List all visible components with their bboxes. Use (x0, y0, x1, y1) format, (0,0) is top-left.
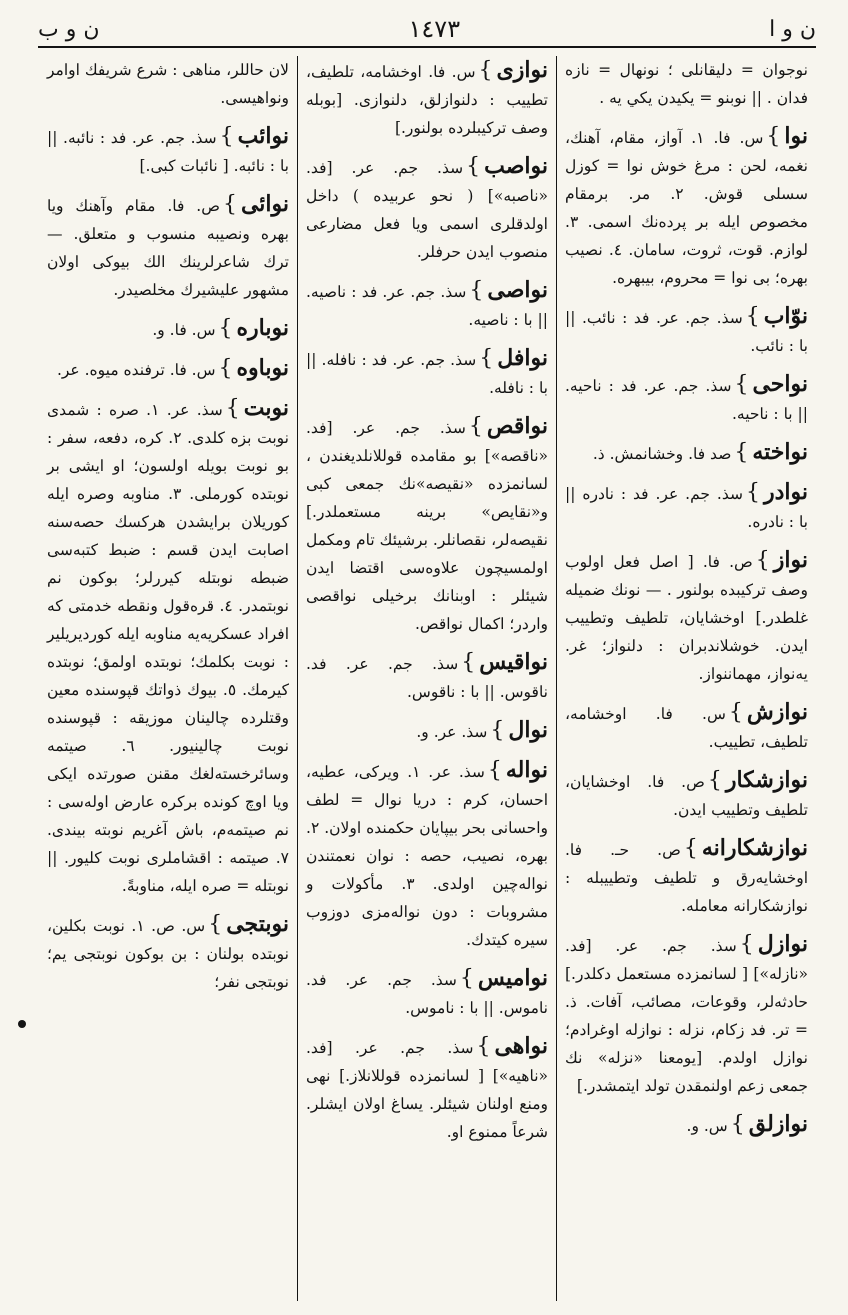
entry-brace: } (490, 718, 505, 743)
entry-headword: نوبتجى (226, 911, 289, 937)
entry-headword: نواهى (494, 1033, 548, 1059)
entry-brace: } (222, 192, 237, 217)
entry-definition: سذ. جم. عر. [فد. «ناقصه»] بو مقامده قوللانلديغندن ، لسانمزده «نقيصه»نك جمعى كبى و«نقايص» برينه مستعملدر.] نقيصه‌لر، نقصانلر. برشيئك تام ومكمل اولمسيچون علاوه‌سى اقتضا ايدن شيئلر : اوبنانك برخيلى نواقصى واردر؛ اكمال نواقص. (306, 419, 548, 633)
dictionary-entry (565, 546, 808, 688)
dictionary-entry (47, 122, 289, 180)
entry-definition: سذ. جم. عر. فد : ناصيه. || با : ناصيه. (306, 283, 548, 329)
dictionary-entry (565, 834, 808, 920)
entry-definition: سذ. جم. عر. فد : نادره || با : نادره. (565, 485, 808, 531)
entry-headword: نواقيس (479, 649, 548, 675)
entry-headword: نوائب (237, 123, 289, 149)
entry-definition: س. فا. اوخشامه، تلطيف، تطييب. (565, 705, 808, 751)
dictionary-entry (306, 412, 548, 638)
entry-headword: نوباوه (236, 355, 289, 381)
dictionary-entry (565, 1110, 808, 1140)
entry-brace: } (225, 396, 240, 421)
entry-brace: } (219, 124, 234, 149)
entry-headword: نواميس (477, 965, 548, 991)
dictionary-entry (565, 478, 808, 536)
entry-headword: نوّاب (763, 303, 808, 329)
dictionary-entry (47, 354, 289, 384)
margin-dot (18, 1020, 26, 1028)
entry-brace: } (478, 58, 493, 83)
entry-brace: } (728, 700, 743, 725)
dictionary-entry (565, 698, 808, 756)
dictionary-entry (306, 344, 548, 402)
entry-definition: سذ. جم. عر. فد. ناموس. || با : ناموس. (306, 971, 548, 1017)
entry-headword: نواقص (486, 413, 548, 439)
entry-brace: } (218, 316, 233, 341)
column-middle (298, 56, 557, 1301)
entry-definition: ص. فا. اوخشايان، تلطيف وتطييب ايدن. (565, 773, 808, 819)
entry-definition: سذ. عر. ١. ويركى، عطيه، احسان، كرم : دريا نوال = لطف واحسانى بحر بيپايان حكمنده اولان. ٢. بهره، نصيب، حصه : نوان نعمتندن نواله‌چين اولدى. ٣. مأكولات و مشروبات : دون نواله‌مزى دوزوب سيره كيتدك. (306, 763, 548, 949)
dictionary-entry (565, 438, 808, 468)
entry-headword: نواصب (484, 153, 548, 179)
dictionary-entry (565, 302, 808, 360)
column-left (39, 56, 298, 1301)
entry-brace: } (461, 650, 476, 675)
entry-brace: } (745, 304, 760, 329)
entry-brace: } (466, 154, 481, 179)
entry-definition: س. فا. و. (152, 321, 216, 339)
entry-brace: } (208, 912, 223, 937)
dictionary-entry (306, 152, 548, 266)
entry-definition: لان حاللر، مناهى : شرع شريفك اوامر ونواهيسى. (46, 61, 289, 107)
entry-headword: نوائى (240, 191, 289, 217)
entry-brace: } (766, 124, 781, 149)
dictionary-entry (47, 190, 289, 304)
dictionary-entry (47, 394, 289, 900)
entry-headword: نوازل (757, 931, 808, 957)
entry-definition: س. و. (686, 1117, 728, 1135)
column-right (557, 56, 816, 1301)
entry-headword: نوازى (496, 57, 548, 83)
entry-definition: سذ. جم. عر. فد : ناحيه. || با : ناحيه. (565, 377, 808, 423)
entry-definition: سذ. جم. عر. فد : نائب. || با : نائب. (565, 309, 808, 355)
entry-definition: س. فا. ١. آواز، مقام، آهنك، نغمه، لحن : مرغ خوش نوا = كوزل سسلى قوش. ٢. مر. برمقام مخصوص ايله بر پرده‌نك اسمى. ٣. لوازم. قوت، ثروت، سامان. ٤. نصيب بهره؛ بى نوا = محروم، بيبهره. (565, 129, 808, 287)
page-number: ١٤٧٣ (408, 15, 461, 43)
columns (38, 56, 816, 1301)
entry-definition: س. ص. ١. نوبت بكلين، نوبتده بولنان : بن بوكون نوبتجى يم؛ نوبتجى نفر؛ (47, 917, 289, 991)
entry-definition: ص. فا. [ اصل فعل اولوب وصف تركيبده بولنور . — نونك ضميله غلطدر.] اوخشايان، تلطيف وتطييب ايدن. خوشلاندبران : دلنواز؛ غر. يه‌نواز، مهماننواز. (565, 553, 808, 683)
entry-headword: نوادر (763, 479, 808, 505)
dictionary-entry (565, 56, 808, 112)
entry-headword: نواصى (487, 277, 548, 303)
entry-headword: نوازش (746, 699, 808, 725)
entry-headword: نواحى (752, 371, 808, 397)
dictionary-entry (565, 766, 808, 824)
entry-brace: } (755, 548, 770, 573)
entry-headword: نوازشكار (725, 767, 808, 793)
entry-headword: نوازلق (748, 1111, 808, 1137)
dictionary-entry (565, 122, 808, 292)
entry-brace: } (730, 1112, 745, 1137)
entry-definition: سذ. جم. عر. فد : نافله. || با : نافله. (306, 351, 548, 397)
entry-brace: } (468, 414, 483, 439)
entry-definition: سذ. جم. عر. فد : نائبه. || با : نائبه. [ نائبات كبى.] (47, 129, 289, 175)
page-header (38, 14, 816, 44)
entry-brace: } (683, 836, 698, 861)
header-right-letters: ن و ا (769, 16, 816, 42)
dictionary-entry (47, 314, 289, 344)
entry-headword: نوا (784, 123, 808, 149)
dictionary-entry (47, 910, 289, 996)
header-left-letters: ن و ب (38, 16, 100, 42)
entry-brace: } (459, 966, 474, 991)
entry-brace: } (734, 440, 749, 465)
dictionary-entry (565, 930, 808, 1100)
entry-brace: } (476, 1034, 491, 1059)
header-rule (38, 46, 816, 48)
entry-headword: نوباره (236, 315, 289, 341)
dictionary-entry (306, 964, 548, 1022)
entry-headword: نوبت (243, 395, 289, 421)
entry-definition: سذ. جم. عر. [فد. «نازله»] [ لسانمزده مستعمل دكلدر.] حادثه‌لر، وقوعات، مصائب، آفات. ذ. = تر. فد زكام، نزله : نوازله اوغرادم؛ نوازل اولدم. [يومعنا «نزله» نك جمعى زعم اولنمقدن تولد ايتمشدر.] (565, 937, 808, 1095)
entry-definition: سذ. جم. عر. [فد. «ناصبه»] ( نحو عربيده ) داخل اولدقلرى اسمى ويا فعل مضارعى منصوب ايدن حرفلر. (306, 159, 548, 261)
dictionary-entry (306, 648, 548, 706)
entry-brace: } (707, 768, 722, 793)
entry-definition: سذ. عر. و. (416, 723, 488, 741)
entry-definition: سذ. عر. ١. صره : شمدى نوبت بزه كلدى. ٢. كره، دفعه، سفر : بو نوبت بويله اولسون؛ او ايشى بر نوبتده كورملى. ٣. مناوبه وصره ايله كوريلان برايشدن هركسك حصه‌سنه اصابت ايدن قسم : ضبط كتبه‌سى ضبطه نوبتله كيررلر؛ بوكون نم نوبتمدر. ٤. قره‌قول ونقطه خدمتى كه افراد عسكريه‌يه مناوبه ايله كورديريلير : نوبت بكلمك؛ نوبتده اولمق؛ نوبتده كيرمك. ٥. بيوك ذواتك قپوسنده معين وقتلرده چالينان موزيقه : قپوسنده نوبت چالينيور. ٦. صيتمه وسائرخسته‌لغك مقنن صورتده ايكى ويا اوچ كونده بركره عارض اوله‌سى : نم صيتمه‌م، باش آغريم نوبته بيندى. ٧. صيتمه : اقشاملرى نوبت كليور. || نوبتله = صره ايله، مناوبةً. (47, 401, 289, 895)
entry-headword: نواله (505, 757, 548, 783)
entry-brace: } (469, 278, 484, 303)
entry-definition: نوجوان = دليقانلى ؛ نونهال = نازه فدان . || نوبنو = يكيدن يكي يه . (565, 61, 808, 107)
entry-brace: } (739, 932, 754, 957)
dictionary-entry (306, 276, 548, 334)
entry-brace: } (479, 346, 494, 371)
entry-brace: } (745, 480, 760, 505)
dictionary-entry (47, 56, 289, 112)
entry-brace: } (218, 356, 233, 381)
entry-brace: } (487, 758, 502, 783)
entry-definition: ص. حـ. فا. اوخشايه‌رق و تلطيف وتطييبله : نوازشكارانه معامله. (565, 841, 808, 915)
entry-headword: نوال (508, 717, 548, 743)
entry-definition: سذ. جم. عر. فد. ناقوس. || با : ناقوس. (306, 655, 548, 701)
entry-headword: نواخته (752, 439, 808, 465)
entry-definition: ص. فا. مقام وآهنك ويا بهره ونصيبه منسوب و متعلق. — ترك شاعرلرينك الك بيوكى اولان مشهور عليشيرك مخلصيدر. (47, 197, 289, 299)
entry-headword: نواز (773, 547, 808, 573)
dictionary-entry (306, 1032, 548, 1146)
dictionary-entry (306, 716, 548, 746)
entry-definition: س. فا. اوخشامه، تلطيف، تطييب : دلنوازلق، دلنوازى. [بوبله وصف تركيبلرده بولنور.] (306, 63, 548, 137)
entry-definition: سذ. جم. عر. [فد. «ناهيه»] [ لسانمزده قوللانلاز.] نهى ومنع اولنان شيئلر. يساغ اولان ايشلر. شرعاً ممنوع او. (306, 1039, 548, 1141)
dictionary-entry (306, 756, 548, 954)
dictionary-entry (565, 370, 808, 428)
entry-brace: } (734, 372, 749, 397)
dictionary-entry (306, 56, 548, 142)
entry-definition: صد فا. وخشانمش. ذ. (592, 445, 732, 463)
entry-headword: نوازشكارانه (701, 835, 808, 861)
entry-definition: س. فا. ترفنده ميوه. عر. (56, 361, 216, 379)
entry-headword: نوافل (497, 345, 548, 371)
